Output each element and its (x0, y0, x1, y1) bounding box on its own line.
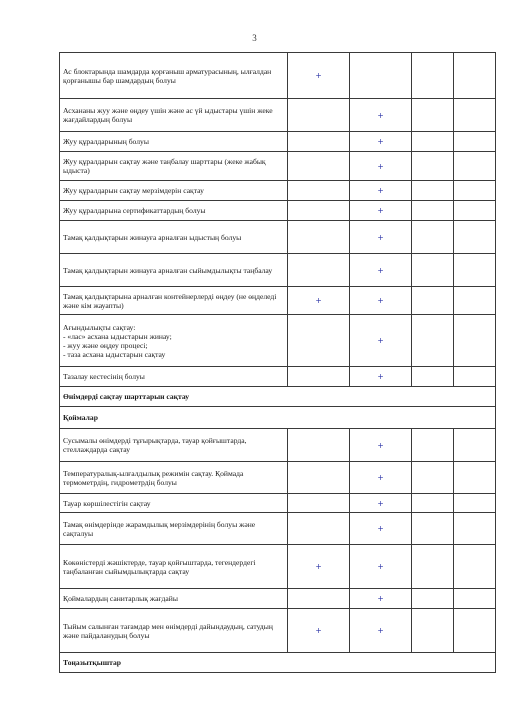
empty-column-c (412, 287, 454, 315)
checklist-body (60, 53, 496, 673)
requirement-text: Қоймалардың санитарлық жағдайы (60, 589, 288, 609)
checklist-row (60, 609, 496, 653)
empty-column-c (412, 99, 454, 132)
mark-column-a (288, 201, 350, 221)
empty-column-d (454, 181, 496, 201)
mark-column-b: + (350, 367, 412, 387)
checklist-row (60, 221, 496, 254)
mark-column-a: + (288, 287, 350, 315)
mark-column-b: + (350, 181, 412, 201)
empty-column-d (454, 589, 496, 609)
mark-column-b: + (350, 494, 412, 513)
empty-column-c (412, 609, 454, 653)
empty-column-c (412, 132, 454, 152)
empty-column-c (412, 315, 454, 367)
empty-column-d (454, 287, 496, 315)
requirement-text: Ағындылықты сақтау: - «лас» асхана ыдыстарын жинау; - жуу және өңдеу процесі; - таза асхана ыдыстарын сақтау (60, 315, 288, 367)
empty-column-d (454, 53, 496, 99)
checklist-row (60, 589, 496, 609)
requirement-text: Жуу құралдарының болуы (60, 132, 288, 152)
mark-column-a: + (288, 609, 350, 653)
page-number: 3 (252, 33, 257, 43)
requirement-text: Жуу құралдарын сақтау және таңбалау шарттары (жеке жабық ыдыста) (60, 152, 288, 181)
section-title: Тоңазытқыштар (60, 653, 496, 673)
mark-column-a: + (288, 53, 350, 99)
empty-column-c (412, 494, 454, 513)
empty-column-d (454, 201, 496, 221)
checklist-row (60, 494, 496, 513)
checklist-row (60, 429, 496, 462)
checklist-row (60, 545, 496, 589)
empty-column-c (412, 201, 454, 221)
empty-column-d (454, 429, 496, 462)
empty-column-c (412, 367, 454, 387)
checklist-row (60, 462, 496, 494)
empty-column-c (412, 589, 454, 609)
requirement-text: Тамақ қалдықтарын жинауға арналған ыдыстың болуы (60, 221, 288, 254)
requirement-text: Тыйым салынған тағамдар мен өнімдерді дайындаудың, сатудың және пайдаланудың болуы (60, 609, 288, 653)
mark-column-a (288, 254, 350, 287)
mark-column-b: + (350, 132, 412, 152)
requirement-text: Ас блоктарында шамдарда қорғаныш арматурасының, ылғалдан қорғанышы бар шамдардың болуы (60, 53, 288, 99)
checklist-table (59, 52, 496, 673)
empty-column-c (412, 513, 454, 545)
requirement-text: Жуу құралдарына сертификаттардың болуы (60, 201, 288, 221)
checklist-row (60, 513, 496, 545)
empty-column-d (454, 221, 496, 254)
empty-column-c (412, 545, 454, 589)
empty-column-c (412, 152, 454, 181)
empty-column-d (454, 132, 496, 152)
empty-column-c (412, 254, 454, 287)
section-header-row (60, 653, 496, 673)
empty-column-d (454, 545, 496, 589)
section-header-row (60, 387, 496, 407)
mark-column-a (288, 589, 350, 609)
requirement-text: Тамақ өнімдерінде жарамдылық мерзімдерінің болуы және сақталуы (60, 513, 288, 545)
checklist-row (60, 152, 496, 181)
mark-column-b: + (350, 152, 412, 181)
mark-column-a (288, 221, 350, 254)
mark-column-b: + (350, 201, 412, 221)
empty-column-c (412, 221, 454, 254)
checklist-row (60, 201, 496, 221)
checklist-row (60, 254, 496, 287)
mark-column-b: + (350, 429, 412, 462)
section-title: Қоймалар (60, 407, 496, 429)
checklist-row (60, 181, 496, 201)
requirement-text: Асхананы жуу және өңдеу үшін және ас үй ыдыстары үшін жеке жағдайлардың болуы (60, 99, 288, 132)
mark-column-a: + (288, 545, 350, 589)
mark-column-b: + (350, 513, 412, 545)
requirement-text: Сусымалы өнімдерді тұғырықтарда, тауар қойғыштарда, стеллаждарда сақтау (60, 429, 288, 462)
requirement-text: Тамақ қалдықтарына арналған контейнерлерді өңдеу (не өңделеді және кім жауапты) (60, 287, 288, 315)
checklist-row (60, 53, 496, 99)
mark-column-b: + (350, 221, 412, 254)
mark-column-a (288, 315, 350, 367)
mark-column-a (288, 367, 350, 387)
empty-column-d (454, 367, 496, 387)
empty-column-c (412, 181, 454, 201)
mark-column-a (288, 429, 350, 462)
mark-column-b: + (350, 254, 412, 287)
mark-column-a (288, 462, 350, 494)
checklist-row (60, 99, 496, 132)
mark-column-a (288, 132, 350, 152)
empty-column-d (454, 152, 496, 181)
empty-column-c (412, 462, 454, 494)
mark-column-a (288, 152, 350, 181)
mark-column-b (350, 53, 412, 99)
mark-column-b: + (350, 462, 412, 494)
mark-column-b: + (350, 589, 412, 609)
empty-column-d (454, 609, 496, 653)
mark-column-b: + (350, 99, 412, 132)
requirement-text: Тамақ қалдықтарын жинауға арналған сыйымдылықты таңбалау (60, 254, 288, 287)
mark-column-a (288, 181, 350, 201)
requirement-text: Жуу құралдарын сақтау мерзімдерін сақтау (60, 181, 288, 201)
checklist-row (60, 132, 496, 152)
mark-column-a (288, 99, 350, 132)
empty-column-d (454, 494, 496, 513)
empty-column-d (454, 513, 496, 545)
checklist-row (60, 367, 496, 387)
requirement-text: Тауар көршілестігін сақтау (60, 494, 288, 513)
empty-column-d (454, 462, 496, 494)
mark-column-b: + (350, 315, 412, 367)
empty-column-c (412, 429, 454, 462)
requirement-text: Көкөністерді жәшіктерде, тауар қойғыштарда, тегендердегі таңбаланған сыйымдылықтарда сақтау (60, 545, 288, 589)
section-header-row (60, 407, 496, 429)
mark-column-b: + (350, 609, 412, 653)
requirement-text: Тазалау кестесінің болуы (60, 367, 288, 387)
checklist-row (60, 287, 496, 315)
empty-column-d (454, 315, 496, 367)
mark-column-b: + (350, 545, 412, 589)
requirement-text: Температуралық-ылғалдылық режимін сақтау. Қоймада термометрдің, гидрометрдің болуы (60, 462, 288, 494)
section-title: Өнімдерді сақтау шарттарын сақтау (60, 387, 496, 407)
mark-column-a (288, 513, 350, 545)
empty-column-d (454, 99, 496, 132)
checklist-row (60, 315, 496, 367)
mark-column-b: + (350, 287, 412, 315)
empty-column-c (412, 53, 454, 99)
empty-column-d (454, 254, 496, 287)
mark-column-a (288, 494, 350, 513)
